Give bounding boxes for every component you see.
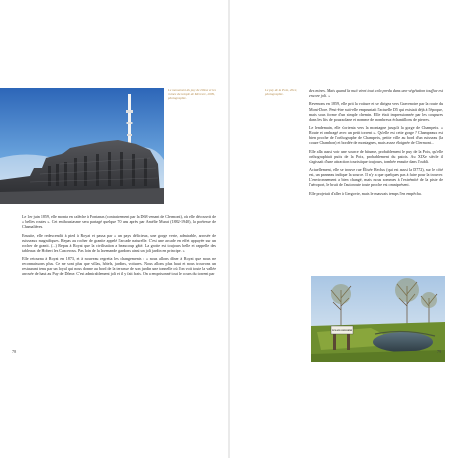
- left-page-number: 78: [12, 349, 17, 354]
- right-paragraph: Elle alla aussi voir une source de bitume, probablement le puy de la Poix, qu'elle orthographiait puits de la Poix, probablement du patois. Au XIXe siècle il s'agissait d'une attraction touristique toujours, tombée ensuite dans l'oubli.: [309, 148, 443, 164]
- left-photo-caption: Le monument du puy de Dôme et les ruines du temple de Mercure, 2009, photographie.: [168, 88, 216, 101]
- right-paragraph: Revenons en 1859, elle prit la voiture et se dirigea vers Gravenoire par la route du Mont-Dore. Peut-être suit-elle empruntait l'actuelle D5 qui existait déjà à l'époque, mais sous forme d'un simple chemin. Elle était impressionnée par les coupures dans les lits de pouzzolane et nomme de nombreux échantillons de pierres.: [309, 101, 443, 122]
- right-photo-caption: Le puy de la Poix, 2012, photographie.: [265, 88, 298, 97]
- sign-text: PUY DE LA POIX · SOURCE DE BITUME: [332, 330, 372, 332]
- right-page-text: [309, 88, 443, 196]
- left-paragraph: Le 1er juin 1859, elle monta en calèche à Fontanas (contrairement par la D68 venant de Clermont), où elle découvrit de « belles routes ». Cet enthousiasme sera partagé quelque 70 ans après par Amélie Murat (1882-1940), la poétesse de Chamalières.: [22, 214, 216, 230]
- right-paragraph: Le lendemain, elle s'orienta vers la montagne jusqu'à la gorge de Champeix. « Route et ombragé avec un petit torrent ». Qu'elle est cette gorge ? Champeaux est bien proche de l'orthographe de Champeix, petite ville au bord d'un ruisseau (la couze Chambon) et bordée de montagnes, mais assez éloignée de Clermont...: [309, 125, 443, 146]
- left-page-text: [22, 214, 216, 276]
- left-paragraph: Ensuite, elle redescendit à pied à Royat et passa par « un pays délicieux, une gorge verte, admirable, arrosée de ruisseaux magnifiques. Repas au rocher de granite appelé l'arcade naturelle. C'est une arcade en effet appuyée sur un rocher de granit. (...) Repas à Royat que la civilisation a beaucoup gâté. La grotte est toujours belle et rappelle des tableaux de Hobert les Cascerous. Pas loin de la lavenande gardons ainsi un joli jardin en principe. »: [22, 232, 216, 253]
- right-paragraph: Elle projetait d'aller à Gergovie, mais le mauvais temps l'en empêcha.: [309, 190, 422, 196]
- book-gutter: [228, 0, 230, 458]
- left-paragraph: Elle retourna à Royat en 1873, et à nouveau regretta les changements : « nous allons dîner à Royat que nous ne reconnaissons plus. Ce ne sont plus que villas, hôtels, jardins, voitures. Nous allons plus haut et nous trouvons un restaurant tenu par un loyal qui nous donne au bord de la terrasse de son jardin une tonnelle où l'on voit toute la vallée arrosée de haut au Puy de Dôme. C'est admirablement joli et il y fait frais. On a emprisonné tout le cours du torrent par: [22, 256, 216, 277]
- right-paragraph: des mines. Mais quand la nuit vient tout cela perdu dans une végétation touffue est encore joli. »: [309, 88, 443, 99]
- right-paragraph: Actuellement, elle se trouve rue Élisée Reclus (qui est aussi la D772), sur le côté est, un panneau indique la source. Il n'y a que quelques pas à faire pour la trouver. L'environnement a bien changé, mais nous sommes à l'extrémité de la piste de l'aéroport, le bruit de l'autoroute toute proche est omniprésent.: [309, 167, 443, 188]
- puy-de-la-poix-photo: [311, 276, 445, 362]
- right-page-number: 79: [437, 349, 442, 354]
- puy-de-dome-photo: [0, 88, 164, 204]
